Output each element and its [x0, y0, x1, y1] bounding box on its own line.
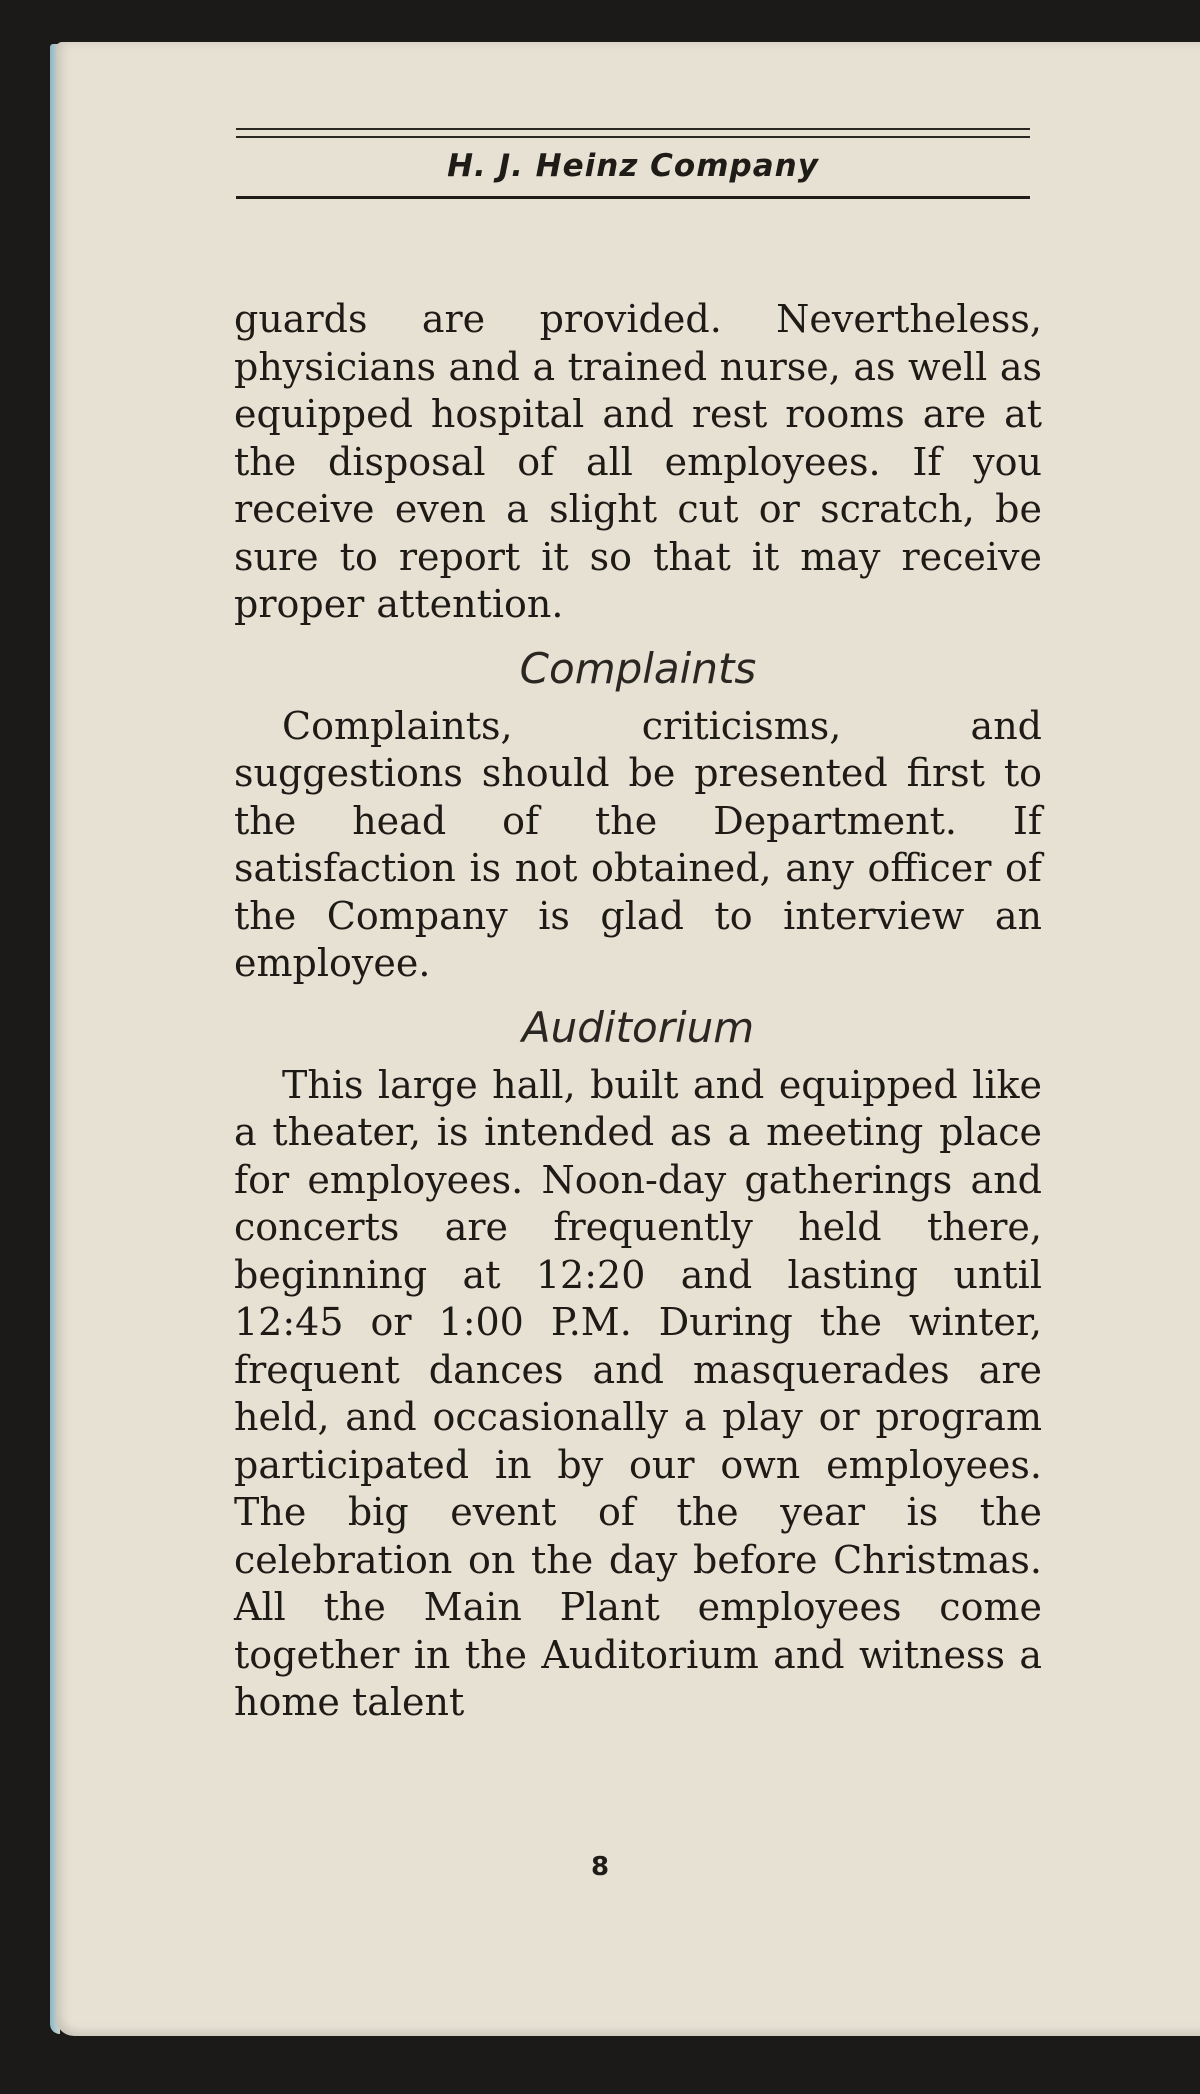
header-rule-top [236, 128, 1030, 130]
running-title: H. J. Heinz Company [447, 148, 819, 184]
section-heading-auditorium: Auditorium [521, 1002, 755, 1052]
header-rule-second [236, 136, 1030, 138]
section-text-auditorium: This large hall, built and equipped like a theater, is intended as a meeting place for employees. Noon-day gatherings and concerts are frequently held there, beginning at 12:20 and lasting until 12:45 or 1:00 P.M. During the winter, frequent dances and masquerades are held, and occasionally a play or program participated in by our own employees. The big event of the year is the celebration on the day before Christmas. All the Main Plant employees come together in the Auditorium and witness a home talent [234, 1062, 1042, 1724]
intro-paragraph: guards are provided. Nevertheless, physicians and a trained nurse, as well as equipped hospital and rest rooms are at the disposal of all employees. If you receive even a slight cut or scratch, be sure to report it so that it may receive proper attention. [234, 297, 1042, 626]
section-text-complaints: Complaints, criticisms, and suggestions should be presented first to the head of the Department. If satisfaction is not obtained, any officer of the Company is glad to interview an employee. [234, 703, 1042, 985]
page-header [236, 124, 1030, 199]
page-number: 8 [590, 1852, 610, 1882]
header-rule-bottom [236, 196, 1030, 199]
section-heading-complaints: Complaints [519, 643, 757, 693]
page-body [234, 296, 1042, 1727]
